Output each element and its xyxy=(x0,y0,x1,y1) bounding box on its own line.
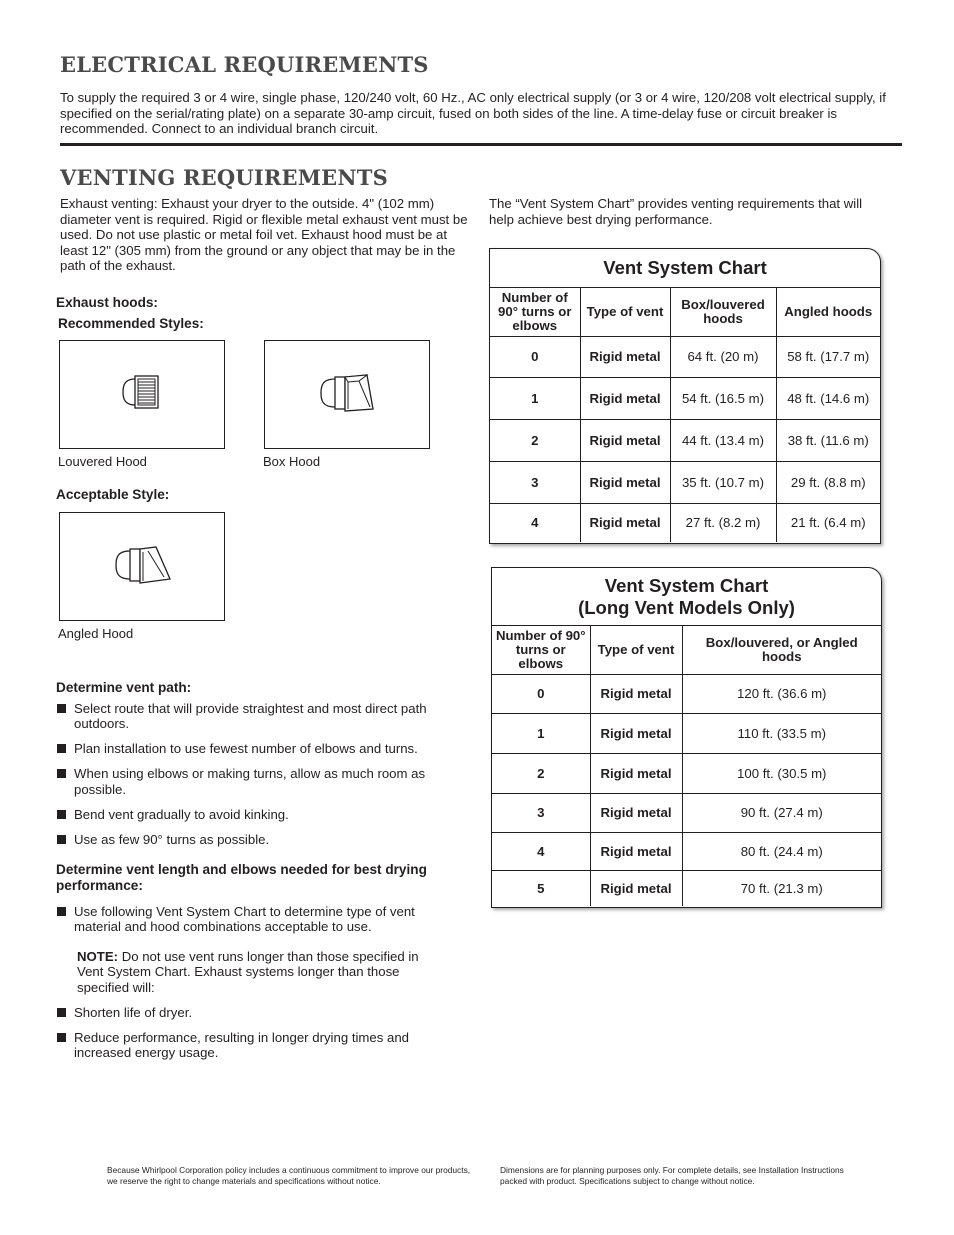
cell-turns: 3 xyxy=(490,461,580,503)
list-item: Bend vent gradually to avoid kinking. xyxy=(56,807,456,822)
cell-type: Rigid metal xyxy=(590,870,682,906)
header-angled: Angled hoods xyxy=(776,288,880,336)
header-type: Type of vent xyxy=(580,288,670,336)
table-row xyxy=(492,832,881,870)
cell-turns: 3 xyxy=(492,793,590,832)
cell-angled: 38 ft. (11.6 m) xyxy=(776,419,880,461)
vent-system-chart xyxy=(489,248,881,544)
cell-box-louvered: 54 ft. (16.5 m) xyxy=(670,377,776,419)
cell-type: Rigid metal xyxy=(580,377,670,419)
cell-hoods: 120 ft. (36.6 m) xyxy=(682,674,881,713)
cell-type: Rigid metal xyxy=(580,503,670,542)
cell-angled: 58 ft. (17.7 m) xyxy=(776,336,880,377)
louvered-hood-figure xyxy=(59,340,225,449)
cell-box-louvered: 44 ft. (13.4 m) xyxy=(670,419,776,461)
angled-hood-caption: Angled Hood xyxy=(58,626,134,641)
chart-title-line1: Vent System Chart xyxy=(604,574,769,596)
cell-hoods: 90 ft. (27.4 m) xyxy=(682,793,881,832)
table-row xyxy=(490,377,880,419)
table-row xyxy=(492,753,881,793)
cell-type: Rigid metal xyxy=(590,713,682,753)
cell-turns: 2 xyxy=(490,419,580,461)
cell-type: Rigid metal xyxy=(590,753,682,793)
table-row xyxy=(490,461,880,503)
chart-title-line2: (Long Vent Models Only) xyxy=(578,596,795,618)
section-divider xyxy=(60,143,902,146)
angled-hood-figure xyxy=(59,512,225,621)
vent-length-list xyxy=(56,904,456,944)
cell-box-louvered: 64 ft. (20 m) xyxy=(670,336,776,377)
box-hood-caption: Box Hood xyxy=(263,454,321,469)
long-vent-system-chart xyxy=(491,567,882,908)
cell-type: Rigid metal xyxy=(580,419,670,461)
cell-turns: 0 xyxy=(490,336,580,377)
cell-turns: 1 xyxy=(490,377,580,419)
venting-intro: Exhaust venting: Exhaust your dryer to the outside. 4" (102 mm) diameter vent is required. Rigid or flexible metal exhaust vent must be used. Do not use plastic or metal foil vet. Exhaust hood must be at least 12" (305 mm) from the ground or any object that may be in the path of the exhaust. xyxy=(60,196,468,274)
table-row xyxy=(490,336,880,377)
cell-turns: 0 xyxy=(492,674,590,713)
header-type: Type of vent xyxy=(590,626,682,674)
chart-title: Vent System Chart xyxy=(490,249,880,288)
header-hoods: Box/louvered, or Angled hoods xyxy=(682,626,881,674)
louvered-hood-caption: Louvered Hood xyxy=(58,454,147,469)
cell-hoods: 70 ft. (21.3 m) xyxy=(682,870,881,906)
cell-turns: 4 xyxy=(490,503,580,542)
angled-hood-icon xyxy=(110,543,174,591)
long-vent-chart-table xyxy=(492,626,881,906)
vent-consequences-list xyxy=(56,1005,456,1070)
cell-type: Rigid metal xyxy=(590,793,682,832)
table-row xyxy=(490,419,880,461)
cell-type: Rigid metal xyxy=(580,336,670,377)
note-label: NOTE: xyxy=(77,949,119,964)
list-item: Reduce performance, resulting in longer drying times and increased energy usage. xyxy=(56,1030,456,1061)
header-turns: Number of 90° turns or elbows xyxy=(490,288,580,336)
list-item: Select route that will provide straightest and most direct path outdoors. xyxy=(56,701,456,732)
recommended-styles-label: Recommended Styles: xyxy=(58,316,204,331)
venting-heading: VENTING REQUIREMENTS xyxy=(60,165,388,190)
cell-turns: 5 xyxy=(492,870,590,906)
footer-left: Because Whirlpool Corporation policy includes a continuous commitment to improve our products, we reserve the right to change materials and specifications without notice. xyxy=(107,1165,471,1186)
list-item: Shorten life of dryer. xyxy=(56,1005,456,1020)
cell-box-louvered: 35 ft. (10.7 m) xyxy=(670,461,776,503)
cell-angled: 48 ft. (14.6 m) xyxy=(776,377,880,419)
electrical-text: To supply the required 3 or 4 wire, single phase, 120/240 volt, 60 Hz., AC only electrical supply (or 3 or 4 wire, 120/208 volt electrical supply, if specified on the serial/rating plate) on a separate 30-amp circuit, fused on both sides of the line. A time-delay fuse or circuit breaker is recommended. Connect to an individual branch circuit. xyxy=(60,90,886,137)
chart-intro: The “Vent System Chart” provides venting requirements that will help achieve best drying performance. xyxy=(489,196,863,227)
table-row xyxy=(492,713,881,753)
cell-turns: 4 xyxy=(492,832,590,870)
cell-turns: 1 xyxy=(492,713,590,753)
note-text: Do not use vent runs longer than those specified in Vent System Chart. Exhaust systems longer than those specified will: xyxy=(77,949,419,995)
cell-hoods: 110 ft. (33.5 m) xyxy=(682,713,881,753)
table-row xyxy=(492,793,881,832)
cell-angled: 29 ft. (8.8 m) xyxy=(776,461,880,503)
cell-hoods: 80 ft. (24.4 m) xyxy=(682,832,881,870)
vent-length-heading: Determine vent length and elbows needed for best drying performance: xyxy=(56,862,427,893)
table-row xyxy=(492,674,881,713)
vent-path-list xyxy=(56,701,456,857)
cell-turns: 2 xyxy=(492,753,590,793)
header-turns: Number of 90° turns or elbows xyxy=(492,626,590,674)
cell-type: Rigid metal xyxy=(590,674,682,713)
list-item: Use following Vent System Chart to determine type of vent material and hood combinations acceptable to use. xyxy=(56,904,456,935)
electrical-heading: ELECTRICAL REQUIREMENTS xyxy=(60,52,429,77)
chart-title xyxy=(492,568,881,626)
header-box-louvered: Box/louvered hoods xyxy=(670,288,776,336)
box-hood-icon xyxy=(315,371,379,419)
list-item: Plan installation to use fewest number of elbows and turns. xyxy=(56,741,456,756)
vent-path-heading: Determine vent path: xyxy=(56,680,192,695)
table-row xyxy=(492,870,881,906)
vent-note xyxy=(77,949,447,995)
louvered-hood-icon xyxy=(117,373,167,417)
vent-chart-table xyxy=(490,288,880,542)
cell-type: Rigid metal xyxy=(580,461,670,503)
cell-hoods: 100 ft. (30.5 m) xyxy=(682,753,881,793)
footer-right: Dimensions are for planning purposes only. For complete details, see Installation Instructions packed with product. Specifications subject to change without notice. xyxy=(500,1165,844,1186)
cell-type: Rigid metal xyxy=(590,832,682,870)
list-item: Use as few 90° turns as possible. xyxy=(56,832,456,847)
cell-box-louvered: 27 ft. (8.2 m) xyxy=(670,503,776,542)
acceptable-style-label: Acceptable Style: xyxy=(56,487,170,502)
cell-angled: 21 ft. (6.4 m) xyxy=(776,503,880,542)
list-item: When using elbows or making turns, allow as much room as possible. xyxy=(56,766,456,797)
exhaust-hoods-label: Exhaust hoods: xyxy=(56,295,158,310)
box-hood-figure xyxy=(264,340,430,449)
table-row xyxy=(490,503,880,542)
